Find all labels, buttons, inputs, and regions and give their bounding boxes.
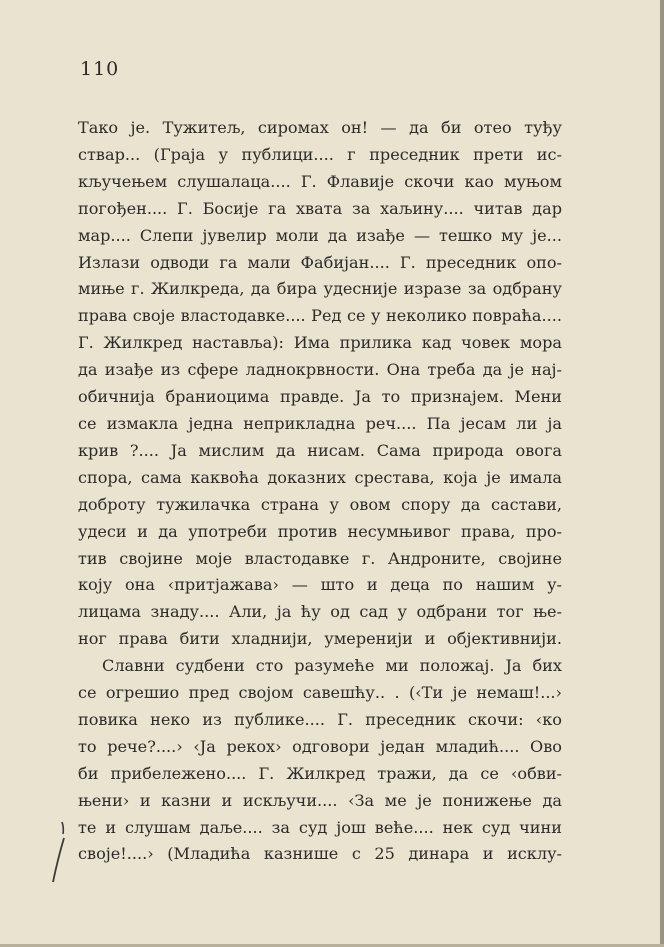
text-line: се измакла једна неприкладна реч.... Па јесам ли ја [78, 413, 562, 433]
text-line: крив ?.... Ја мислим да нисам. Сама природа овога [78, 440, 562, 460]
text-line: се огрешио пред својом савешћу.. . (‹Ти је немаш!...› [78, 683, 562, 703]
text-line: те и слушам даље.... за суд још веће.... нек суд чини [78, 817, 562, 837]
text-line: повика неко из публике.... Г. преседник скочи: ‹ко [78, 709, 562, 729]
text-line: обичнија браниоцима правде. Ја то признајем. Мени [78, 387, 562, 407]
text-line: ног права бити хладнији, умеренији и објективнији. [78, 629, 562, 649]
text-line: коју она ‹притјажава› — што и деца по нашим у- [78, 575, 562, 595]
text-line: своје!....› (Младића казнише с 25 динара и исклу- [78, 844, 562, 864]
text-line: спора, сама каквоћа доказних срестава, која је имала [78, 467, 562, 487]
text-line: права своје властодавке.... Ред се у неколико повраћа.... [78, 306, 562, 326]
text-line: мар.... Слепи јувелир моли да изађе — тешко му је... [78, 225, 562, 245]
text-line: лицама знаду.... Али, ја ћу од сад у одбрани тог ње- [78, 602, 562, 622]
text-line: Излази одводи га мали Фабијан.... Г. преседник опо- [78, 252, 562, 272]
text-body [78, 115, 562, 868]
text-line: доброту тужилачка страна у овом спору да састави, [78, 494, 562, 514]
text-line: погођен.... Г. Босије га хвата за хаљину.... читав дар [78, 198, 562, 218]
page-number: 110 [80, 58, 120, 80]
text-line: њени› и казни и искључи.... ‹За ме је понижење да [78, 790, 562, 810]
text-line: кључењем слушалаца.... Г. Флавије скочи као муњом [78, 171, 562, 191]
text-line: ствар... (Граја у публици.... г преседник прети ис- [78, 144, 562, 164]
page-edge [660, 0, 664, 947]
paragraph-start-line: Славни судбени сто разумеће ми положај. Ја бих [102, 656, 562, 676]
text-line: то рече?....› ‹Ја рекох› одговори један младић.... Ово [78, 736, 562, 756]
text-line: да изађе из сфере ладнокрвности. Она треба да је нај- [78, 360, 562, 380]
text-line: Г. Жилкред наставља): Има прилика кад човек мора [78, 333, 562, 353]
text-line: миње г. Жилкреда, да бира удесније изразе за одбрану [78, 279, 562, 299]
text-line: тив својине моје властодавке г. Андроните, својине [78, 548, 562, 568]
text-line: удеси и да употреби против несумњивог права, про- [78, 521, 562, 541]
text-line: би прибележено.... Г. Жилкред тражи, да се ‹обви- [78, 763, 562, 783]
margin-pencil-mark [50, 818, 80, 888]
text-line: Тако је. Тужитељ, сиромах он! — да би отео туђу [78, 118, 562, 137]
